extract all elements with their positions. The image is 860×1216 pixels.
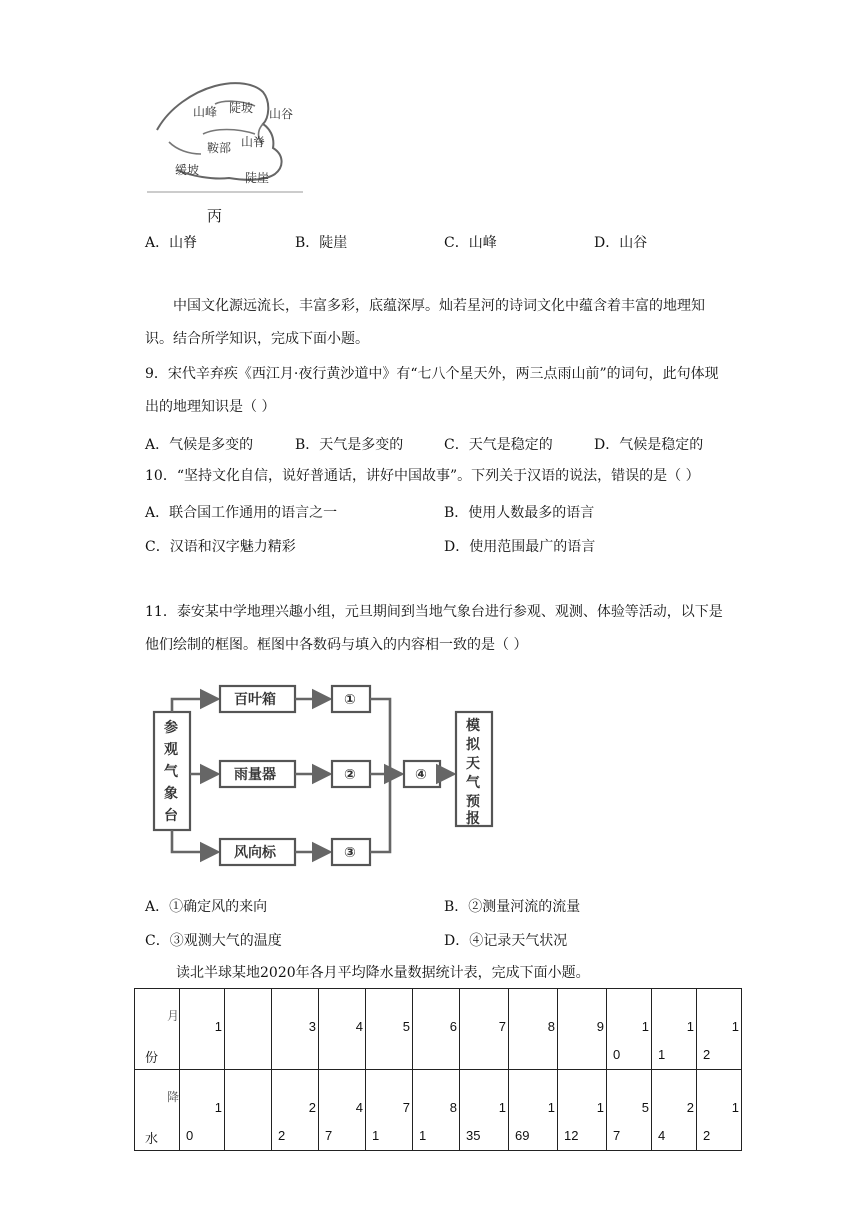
cell-text-top: 2 [308, 1100, 316, 1115]
q9-option-a[interactable]: A．气候是多变的 [145, 437, 254, 453]
n1-text: ① [344, 692, 356, 708]
q8-option-d[interactable]: D．山谷 [594, 235, 648, 251]
table-cell [652, 1070, 697, 1151]
table-cell [558, 1070, 607, 1151]
svg-text:气: 气 [164, 764, 178, 780]
cell-text-top: 7 [402, 1100, 410, 1115]
table-cell [180, 989, 225, 1070]
q9-option-b[interactable]: B．天气是多变的 [295, 437, 404, 453]
table-cell [413, 989, 460, 1070]
cell-text-top: 1 [214, 1100, 222, 1115]
table-cell [180, 1070, 225, 1151]
svg-text:拟: 拟 [466, 737, 480, 753]
cell-text-bottom: 7 [325, 1128, 333, 1143]
cell-text-bottom: 7 [613, 1128, 621, 1143]
cell-text-top: 2 [686, 1100, 694, 1115]
table-cell [460, 1070, 509, 1151]
cell-text-bottom: 4 [658, 1128, 666, 1143]
q10-option-b[interactable]: B．使用人数最多的语言 [444, 505, 595, 521]
table-header-cell [135, 1070, 180, 1151]
n4-text: ④ [415, 767, 427, 783]
intro-paragraph: 中国文化源远流长，丰富多彩，底蕴深厚。灿若星河的诗词文化中蕴含着丰富的地理知识。结合所学知识，完成下面小题。 [145, 298, 705, 347]
cell-text-top: 5 [641, 1100, 649, 1115]
cell-text-bottom: 1 [658, 1047, 666, 1062]
box2-text: 雨量器 [234, 767, 276, 783]
table-cell [366, 989, 413, 1070]
cell-text-top: 降 [166, 1090, 179, 1104]
table-cell [697, 989, 742, 1070]
q9-option-d[interactable]: D．气候是稳定的 [594, 437, 704, 453]
cell-text-bottom: 0 [186, 1128, 194, 1143]
cell-text-top: 1 [596, 1100, 604, 1115]
cell-text-bottom: 2 [278, 1128, 286, 1143]
table-cell [558, 989, 607, 1070]
table-cell [509, 1070, 558, 1151]
precipitation-table [134, 988, 742, 1151]
cell-text-bottom: 水 [145, 1131, 159, 1146]
q11-option-c[interactable]: C．③观测大气的温度 [145, 933, 282, 949]
box3-text: 风向标 [234, 845, 276, 861]
svg-text:象: 象 [164, 786, 178, 802]
q11-option-b[interactable]: B．②测量河流的流量 [444, 899, 581, 915]
cell-text-bottom: 35 [466, 1128, 481, 1143]
cell-text-top: 1 [641, 1019, 649, 1034]
label-shanfeng: 山峰 [193, 105, 218, 119]
cell-text-top: 9 [596, 1019, 604, 1034]
cell-text-top: 1 [686, 1019, 694, 1034]
svg-text:天: 天 [466, 756, 480, 772]
svg-text:报: 报 [466, 811, 480, 827]
svg-text:气: 气 [466, 775, 480, 791]
table-intro: 读北半球某地2020年各月平均降水量数据统计表，完成下面小题。 [176, 965, 590, 981]
cell-text-top: 5 [402, 1019, 410, 1034]
cell-text-top: 4 [355, 1019, 363, 1034]
table-cell [509, 989, 558, 1070]
table-cell [607, 989, 652, 1070]
cell-text-top: 1 [731, 1100, 739, 1115]
cell-text-top: 6 [449, 1019, 457, 1034]
table-row-month [135, 989, 742, 1070]
q8-option-b[interactable]: B．陡崖 [295, 235, 348, 251]
cell-text-top: 8 [449, 1100, 457, 1115]
q8-option-c[interactable]: C．山峰 [444, 235, 497, 251]
table-cell [272, 989, 319, 1070]
q11-option-a[interactable]: A．①确定风的来向 [145, 899, 268, 915]
svg-text:台: 台 [164, 808, 178, 824]
table-cell [225, 989, 272, 1070]
cell-text-top: 1 [731, 1019, 739, 1034]
cell-text-top: 8 [547, 1019, 555, 1034]
q11-stem: 11．泰安某中学地理兴趣小组，元旦期间到当地气象台进行参观、观测、体验等活动，以下是他们绘制的框图。框图中各数码与填入的内容相一致的是（ ） [145, 604, 723, 653]
table-cell [272, 1070, 319, 1151]
table-row-precipitation [135, 1070, 742, 1151]
table-cell [697, 1070, 742, 1151]
table-cell [319, 989, 366, 1070]
cell-text-bottom: 1 [419, 1128, 427, 1143]
figure-caption: 丙 [207, 207, 223, 225]
cell-text-bottom: 0 [613, 1047, 621, 1062]
n3-text: ③ [344, 845, 356, 861]
weather-station-flowchart [150, 682, 495, 867]
label-doupo: 陡坡 [229, 101, 254, 115]
table-cell [225, 1070, 272, 1151]
label-shangu: 山谷 [269, 107, 294, 121]
cell-text-top: 1 [214, 1019, 222, 1034]
q10-option-c[interactable]: C．汉语和汉字魅力精彩 [145, 539, 296, 555]
q9-option-c[interactable]: C．天气是稳定的 [444, 437, 553, 453]
q9-stem: 9．宋代辛弃疾《西江月·夜行黄沙道中》有“七八个星天外，两三点雨山前”的词句，此句体现出的地理知识是（ ） [145, 366, 719, 415]
svg-text:预: 预 [466, 794, 480, 810]
cell-text-bottom: 2 [703, 1128, 711, 1143]
cell-text-bottom: 12 [564, 1128, 579, 1143]
table-cell [460, 989, 509, 1070]
table-header-cell [135, 989, 180, 1070]
label-douya: 陡崖 [245, 171, 270, 185]
q10-option-d[interactable]: D．使用范围最广的语言 [444, 539, 596, 555]
start-box-text [164, 719, 179, 824]
n2-text: ② [344, 767, 356, 783]
cell-text-top: 3 [308, 1019, 316, 1034]
landform-hand-illustration [145, 78, 305, 196]
label-anbu: 鞍部 [207, 141, 232, 155]
cell-text-top: 4 [355, 1100, 363, 1115]
cell-text-bottom: 份 [145, 1050, 159, 1065]
cell-text-bottom: 1 [372, 1128, 380, 1143]
label-huanpo: 缓坡 [175, 163, 200, 177]
label-shanji: 山脊 [241, 135, 266, 149]
q10-option-a[interactable]: A．联合国工作通用的语言之一 [145, 505, 338, 521]
cell-text-bottom: 69 [515, 1128, 530, 1143]
box1-text: 百叶箱 [234, 692, 276, 708]
q8-option-a[interactable]: A．山脊 [145, 235, 198, 251]
cell-text-top: 1 [547, 1100, 555, 1115]
svg-text:模: 模 [466, 718, 480, 734]
q11-option-d[interactable]: D．④记录天气状况 [444, 933, 568, 949]
table-cell [319, 1070, 366, 1151]
table-cell [413, 1070, 460, 1151]
table-cell [366, 1070, 413, 1151]
svg-text:参: 参 [164, 720, 178, 736]
cell-text-top: 1 [498, 1100, 506, 1115]
cell-text-top: 7 [498, 1019, 506, 1034]
table-cell [652, 989, 697, 1070]
table-cell [607, 1070, 652, 1151]
cell-text-top: 月 [166, 1009, 179, 1023]
q10-stem: 10．“坚持文化自信，说好普通话，讲好中国故事”。下列关于汉语的说法，错误的是（ ） [145, 468, 700, 484]
cell-text-bottom: 2 [703, 1047, 711, 1062]
svg-text:观: 观 [164, 742, 178, 758]
